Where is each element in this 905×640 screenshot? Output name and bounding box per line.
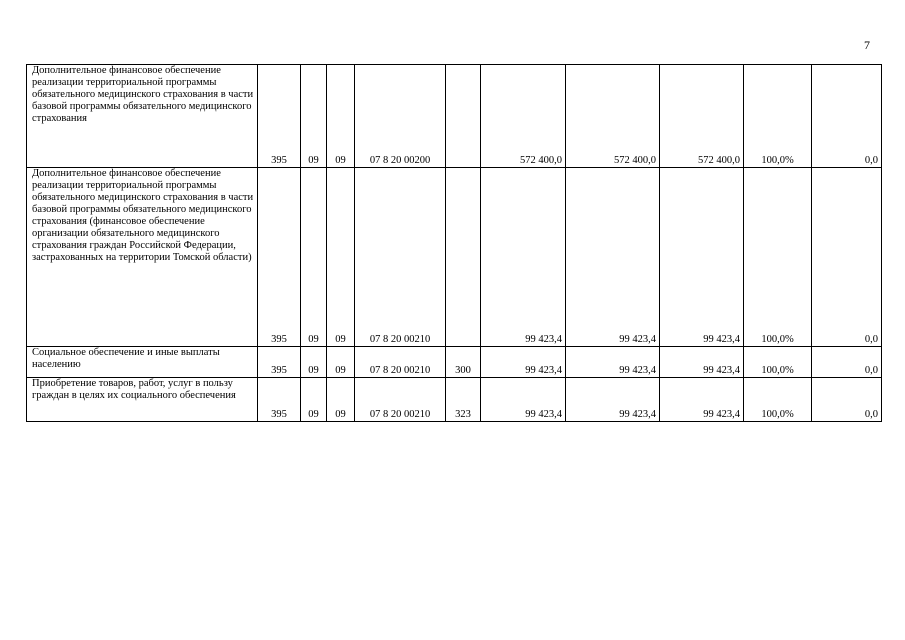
expense-type-cell: 323 bbox=[446, 378, 481, 422]
row-name: Дополнительное финансовое обеспечение реализации территориальной программы обязательного медицинского страхования в части базовой программы обязательного медицинского страхования (финансовое обеспечение организации обязательного медицинского страхования граждан Российской Федерации, застрахованных на территории Томской области) bbox=[32, 168, 254, 263]
assigned-amount-cell: 572 400,0 bbox=[566, 65, 660, 168]
executed-amount-cell: 572 400,0 bbox=[660, 65, 744, 168]
page-number: 7 bbox=[864, 38, 870, 52]
row-name-cell bbox=[27, 378, 258, 422]
subsection-code-cell: 09 bbox=[327, 65, 355, 168]
table-row bbox=[27, 65, 882, 168]
assigned-amount-cell: 99 423,4 bbox=[566, 347, 660, 378]
deviation-cell: 0,0 bbox=[812, 378, 882, 422]
expense-type-cell: 300 bbox=[446, 347, 481, 378]
section-code-cell: 09 bbox=[301, 347, 327, 378]
section-code-cell: 09 bbox=[301, 378, 327, 422]
expense-type-cell bbox=[446, 168, 481, 347]
row-name-cell bbox=[27, 65, 258, 168]
executed-amount-cell: 99 423,4 bbox=[660, 168, 744, 347]
execution-percent-cell: 100,0% bbox=[744, 347, 812, 378]
admin-code-cell: 395 bbox=[258, 65, 301, 168]
plan-amount-cell: 99 423,4 bbox=[481, 378, 566, 422]
row-name: Социальное обеспечение и иные выплаты населению bbox=[32, 347, 220, 370]
target-article-cell: 07 8 20 00210 bbox=[355, 378, 446, 422]
deviation-cell: 0,0 bbox=[812, 65, 882, 168]
plan-amount-cell: 572 400,0 bbox=[481, 65, 566, 168]
deviation-cell: 0,0 bbox=[812, 347, 882, 378]
budget-execution-table bbox=[26, 64, 882, 422]
target-article-cell: 07 8 20 00200 bbox=[355, 65, 446, 168]
row-name-cell bbox=[27, 168, 258, 347]
plan-amount-cell: 99 423,4 bbox=[481, 168, 566, 347]
subsection-code-cell: 09 bbox=[327, 347, 355, 378]
section-code-cell: 09 bbox=[301, 65, 327, 168]
execution-percent-cell: 100,0% bbox=[744, 378, 812, 422]
admin-code-cell: 395 bbox=[258, 347, 301, 378]
section-code-cell: 09 bbox=[301, 168, 327, 347]
row-name: Приобретение товаров, работ, услуг в пользу граждан в целях их социального обеспечения bbox=[32, 378, 236, 401]
executed-amount-cell: 99 423,4 bbox=[660, 378, 744, 422]
execution-percent-cell: 100,0% bbox=[744, 65, 812, 168]
expense-type-cell bbox=[446, 65, 481, 168]
table-row bbox=[27, 378, 882, 422]
plan-amount-cell: 99 423,4 bbox=[481, 347, 566, 378]
table-row bbox=[27, 168, 882, 347]
admin-code-cell: 395 bbox=[258, 378, 301, 422]
table-row bbox=[27, 347, 882, 378]
assigned-amount-cell: 99 423,4 bbox=[566, 378, 660, 422]
deviation-cell: 0,0 bbox=[812, 168, 882, 347]
row-name: Дополнительное финансовое обеспечение реализации территориальной программы обязательного медицинского страхования в части базовой программы обязательного медицинского страхования bbox=[32, 65, 254, 124]
row-name-cell bbox=[27, 347, 258, 378]
subsection-code-cell: 09 bbox=[327, 378, 355, 422]
subsection-code-cell: 09 bbox=[327, 168, 355, 347]
executed-amount-cell: 99 423,4 bbox=[660, 347, 744, 378]
execution-percent-cell: 100,0% bbox=[744, 168, 812, 347]
target-article-cell: 07 8 20 00210 bbox=[355, 168, 446, 347]
assigned-amount-cell: 99 423,4 bbox=[566, 168, 660, 347]
target-article-cell: 07 8 20 00210 bbox=[355, 347, 446, 378]
admin-code-cell: 395 bbox=[258, 168, 301, 347]
